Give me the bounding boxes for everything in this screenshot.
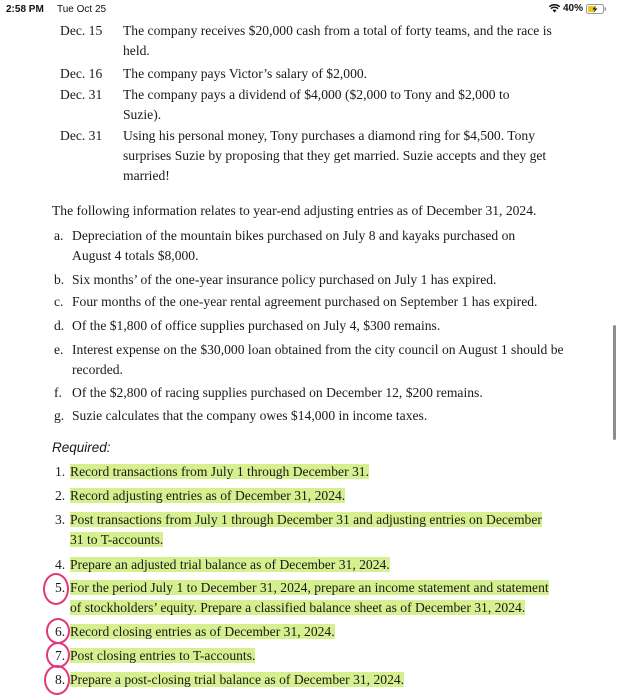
requirement-item xyxy=(55,670,575,690)
transaction-text: The company pays a dividend of $4,000 ($2,000 to Tony and $2,000 to Suzie). xyxy=(123,87,510,122)
requirement-text: Record closing entries as of December 31, 2024. xyxy=(70,624,335,639)
scroll-indicator[interactable] xyxy=(613,325,616,440)
list-item-label: d. xyxy=(54,318,65,333)
requirement-text: Prepare an adjusted trial balance as of December 31, 2024. xyxy=(70,557,390,572)
transaction-text: Using his personal money, Tony purchases a diamond ring for $4,500. Tony surprises Suzie by proposing that they get married. Suzie accepts and they get married! xyxy=(123,128,547,183)
annotation-circle xyxy=(46,618,70,644)
annotation-circle xyxy=(43,573,69,605)
requirement-text: Record transactions from July 1 through December 31. xyxy=(70,464,369,479)
list-item xyxy=(54,270,574,290)
requirement-number: 4. xyxy=(55,557,66,572)
list-item xyxy=(54,383,574,403)
list-item-text: Four months of the one-year rental agreement purchased on September 1 has expired. xyxy=(72,294,538,309)
requirement-text-line2: 31 to T-accounts. xyxy=(70,532,164,547)
transaction-row xyxy=(0,21,621,61)
list-item-text: Depreciation of the mountain bikes purchased on July 8 and kayaks purchased on August 4 totals $8,000. xyxy=(72,228,516,263)
status-time: 2:58 PM xyxy=(6,4,44,15)
requirement-text-line1: For the period July 1 to December 31, 2024, prepare an income statement and statement xyxy=(70,580,549,595)
list-item-text: Six months’ of the one-year insurance policy purchased on July 1 has expired. xyxy=(72,272,497,287)
requirement-text: Prepare a post-closing trial balance as of December 31, 2024. xyxy=(70,672,405,687)
list-item-text: Interest expense on the $30,000 loan obtained from the city council on August 1 should be recorded. xyxy=(72,342,564,377)
list-item xyxy=(54,406,574,426)
requirement-number: 6. xyxy=(55,624,66,639)
wifi-icon xyxy=(549,4,560,13)
transaction-date: Dec. 16 xyxy=(60,66,103,81)
list-item-text: Suzie calculates that the company owes $14,000 in income taxes. xyxy=(72,408,428,423)
list-item-label: b. xyxy=(54,272,65,287)
annotation-circle xyxy=(44,665,70,695)
list-item xyxy=(54,292,574,312)
requirement-item xyxy=(55,486,575,506)
list-item-label: g. xyxy=(54,408,65,423)
requirement-number: 3. xyxy=(55,512,66,527)
list-item xyxy=(54,226,574,266)
requirement-text: Record adjusting entries as of December 31, 2024. xyxy=(70,488,346,503)
requirement-number: 5. xyxy=(55,580,66,595)
requirement-item xyxy=(55,462,575,482)
requirement-item xyxy=(55,646,575,666)
status-right xyxy=(549,3,607,14)
list-item-label: a. xyxy=(54,228,64,243)
list-item-text: Of the $2,800 of racing supplies purchased on December 12, $200 remains. xyxy=(72,385,483,400)
transaction-text: The company receives $20,000 cash from a total of forty teams, and the race is held. xyxy=(123,23,552,58)
requirement-item xyxy=(55,622,575,642)
list-item xyxy=(54,340,574,380)
adjustments-intro: The following information relates to year-end adjusting entries as of December 31, 2024. xyxy=(52,203,537,218)
requirement-number: 8. xyxy=(55,672,66,687)
battery-charging-icon xyxy=(586,4,607,14)
requirement-text-line2: of stockholders’ equity. Prepare a classified balance sheet as of December 31, 2024. xyxy=(70,600,526,615)
transaction-date: Dec. 31 xyxy=(60,128,103,143)
transaction-row xyxy=(0,126,621,186)
list-item xyxy=(54,316,574,336)
list-item-text: Of the $1,800 of office supplies purchased on July 4, $300 remains. xyxy=(72,318,441,333)
requirement-item xyxy=(55,510,575,550)
transaction-date: Dec. 15 xyxy=(60,23,103,38)
list-item-label: e. xyxy=(54,342,64,357)
list-item-label: f. xyxy=(54,385,62,400)
status-bar xyxy=(0,0,621,18)
requirement-text-line1: Post transactions from July 1 through December 31 and adjusting entries on December xyxy=(70,512,542,527)
requirement-item xyxy=(55,555,575,575)
transaction-text: The company pays Victor’s salary of $2,000. xyxy=(123,66,368,81)
requirement-text: Post closing entries to T-accounts. xyxy=(70,648,256,663)
requirement-item xyxy=(55,578,585,618)
requirement-number: 2. xyxy=(55,488,66,503)
status-date: Tue Oct 25 xyxy=(57,4,107,15)
transaction-row xyxy=(0,64,621,84)
requirement-number: 7. xyxy=(55,648,66,663)
battery-percent: 40% xyxy=(562,3,583,14)
list-item-label: c. xyxy=(54,294,64,309)
requirement-number: 1. xyxy=(55,464,66,479)
required-heading: Required: xyxy=(52,440,111,455)
transaction-date: Dec. 31 xyxy=(60,87,103,102)
transaction-row xyxy=(0,85,621,125)
